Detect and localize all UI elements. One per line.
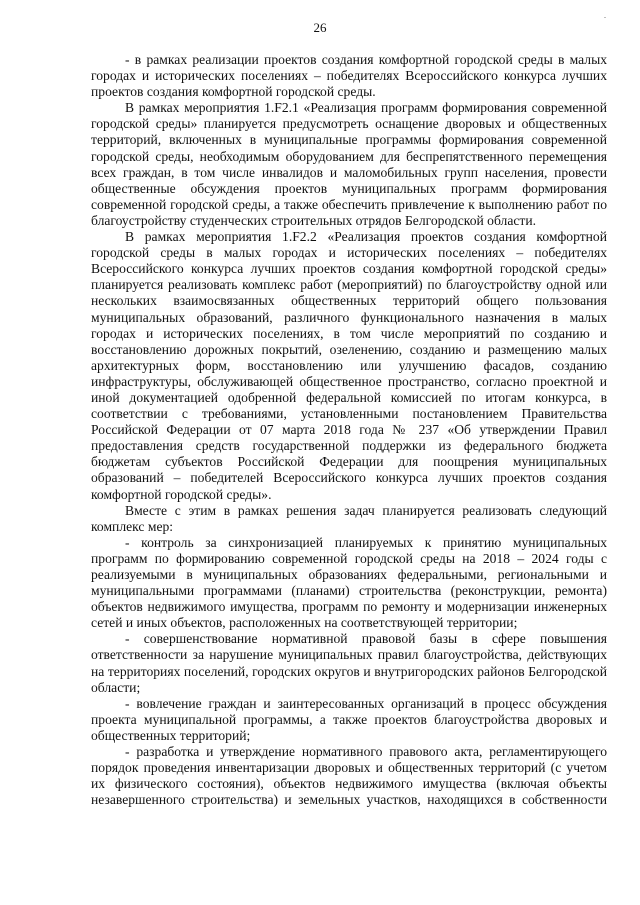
paragraph-measure-1f2-2: В рамках мероприятия 1.F2.2 «Реализация проектов создания комфортной городской среды в малых городах и исторических поселениях – победителях Всероссийского конкурса лучших проектов создания комфортной городской среды» планируется реализовать комплекс работ (мероприятий) по благоустройству одной или нескольких взаимосвязанных общественных территорий общего пользования муниципальных образований, различного функционального назначения в малых городах и исторических поселениях, в том числе мероприятий по созданию и восстановлению дорожных покрытий, озеленению, созданию и размещению малых архитектурных форм, восстановлению или улучшению фасадов, созданию инфраструктуры, обслуживающей общественное пространство, согласно проектной и иной документацией одобренной федеральной комиссией по итогам конкурса, в соответствии с требованиями, установленными постановлением Правительства Российской Федерации от 07 марта 2018 года № 237 «Об утверждении Правил предоставления средств государственной поддержки из федерального бюджета бюджетам субъектов Российской Федерации для поощрения муниципальных образований – победителей Всероссийского конкурса лучших проектов создания комфортной городской среды». [91,229,607,502]
paragraph-list-item-comfortable-environment: - в рамках реализации проектов создания комфортной городской среды в малых городах и исторических поселениях – победителях Всероссийского конкурса лучших проектов создания комфортной городской среды. [91,52,607,100]
document-body [91,52,607,808]
list-item-inventory-regulation: - разработка и утверждение нормативного правового акта, регламентирующего порядок проведения инвентаризации дворовых и общественных территорий (с учетом их физического состояния), объектов недвижимого имущества (включая объекты незавершенного строительства) и земельных участков, находящихся в собственности [91,744,607,808]
paragraph-measure-1f2-1: В рамках мероприятия 1.F2.1 «Реализация программ формирования современной городской среды» планируется предусмотреть оснащение дворовых и общественных территорий, включенных в муниципальные программы формирования современной городской среды, необходимым оборудованием для беспрепятственного перемещения всех граждан, в том числе инвалидов и маломобильных групп населения, провести общественные обсуждения проектов муниципальных программ формирования современной городской среды, а также обеспечить привлечение к выполнению работ по благоустройству студенческих строительных отрядов Белгородской области. [91,100,607,228]
corner-mark: . [604,11,606,20]
list-item-citizen-involvement: - вовлечение граждан и заинтересованных организаций в процесс обсуждения проекта муниципальной программы, а также проектов благоустройства дворовых и общественных территорий; [91,695,607,743]
paragraph-complex-of-measures: Вместе с этим в рамках решения задач планируется реализовать следующий комплекс мер: [91,502,607,534]
list-item-regulatory-framework: - совершенствование нормативной правовой базы в сфере повышения ответственности за нарушение муниципальных правил благоустройства, действующих на территориях поселений, городских округов и внутригородских районов Белгородской области; [91,631,607,695]
list-item-synchronization-control: - контроль за синхронизацией планируемых к принятию муниципальных программ по формированию современной городской среды на 2018 – 2024 годы с реализуемыми в муниципальных образованиях федеральными, региональными и муниципальными программами (планами) строительства (реконструкции, ремонта) объектов недвижимого имущества, программ по ремонту и модернизации инженерных сетей и иных объектов, расположенных на соответствующей территории; [91,534,607,631]
page-number: 26 [313,20,327,35]
